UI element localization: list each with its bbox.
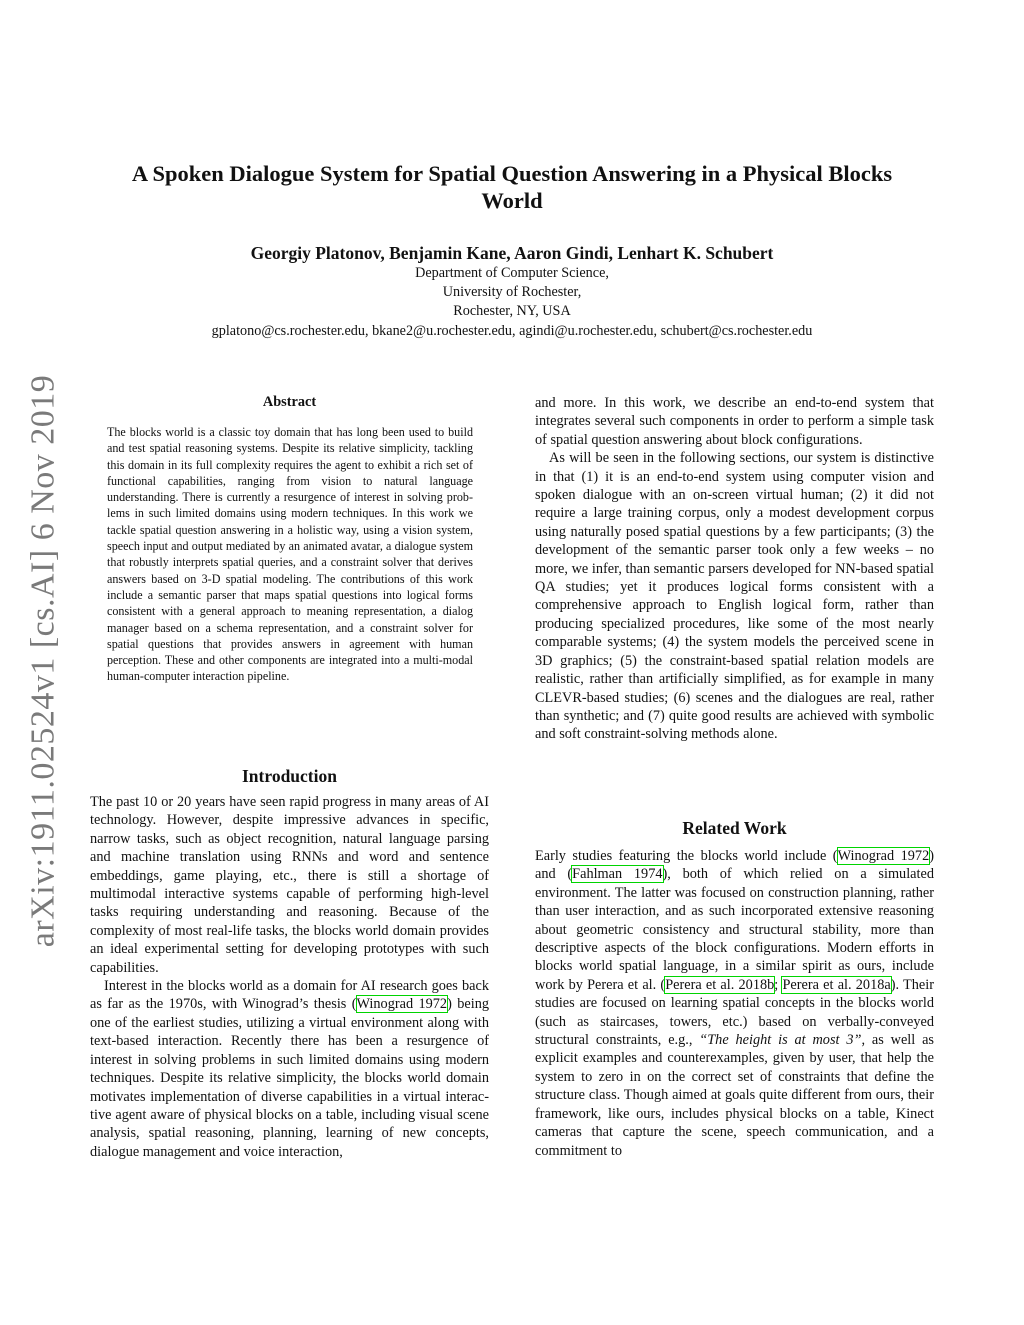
citation-link-fahlman-1974[interactable]: Fahlman 1974	[572, 866, 663, 883]
intro-continuation-paragraph: and more. In this work, we describe an end-to-end system that integrates several such components in order to perform a simple task of spatial question answering about block configurations.	[535, 395, 934, 448]
intro-paragraph-1: The past 10 or 20 years have seen rapid progress in many areas of AI technology. However, despite impressive advances in specific, narrow tasks, such as object recognition, natural language parsing and machine translation using RNNs and word and sentence embeddings, game playing, etc., there is still a shortage of multimodal interactive systems capable of performing high-level tasks requiring understanding and reasoning. Because of the complexity of most real-life tasks, the blocks world domain provides an ideal experimental setting for developing prototypes with such capabilities.	[90, 794, 489, 976]
citation-link-winograd-1972[interactable]: Winograd 1972	[356, 996, 448, 1013]
citation-link-winograd-1972-rw[interactable]: Winograd 1972	[837, 848, 930, 864]
citation-link-perera-2018b[interactable]: Perera et al. 2018b	[665, 976, 775, 993]
author-emails: gplatono@cs.rochester.edu, bkane2@u.rochester.edu, agindi@u.rochester.edu, schubert@cs.rochester.edu	[211, 322, 813, 339]
affiliation-city: Rochester, NY, USA	[453, 303, 571, 320]
affiliation-university: University of Rochester,	[442, 284, 582, 301]
abstract-heading: Abstract	[262, 394, 317, 410]
related-work-heading: Related Work	[682, 818, 787, 838]
intro-paragraph-2	[90, 977, 489, 1161]
introduction-heading: Introduction	[242, 766, 337, 786]
introduction-body	[90, 793, 489, 1161]
related-work-paragraph	[535, 847, 934, 1160]
title-line-1: A Spoken Dialogue System for Spatial Question Answering in a Physical Blocks	[131, 161, 893, 186]
right-column-body	[535, 394, 934, 744]
citation-link-perera-2018a[interactable]: Perera et al. 2018a	[782, 976, 891, 993]
author-list: Georgiy Platonov, Benjamin Kane, Aaron Gindi, Lenhart K. Schubert	[250, 243, 774, 263]
related-work-body	[535, 847, 934, 1160]
arxiv-identifier-stamp	[19, 362, 67, 960]
arxiv-identifier-text: arXiv:1911.02524v1 [cs.AI] 6 Nov 2019	[24, 374, 61, 948]
rw-text-3: ), both of which relied on a simulated environment. The latter was focused on construction planning, rather than user interaction, and as such incorporated extensive reasoning about geometric consistency and structural stability, more than descriptive aspects of the block configurations. Modern efforts in blocks world spatial language, in a similar spirit as ours, include work by Perera et al. (	[535, 866, 934, 993]
rw-text-5: ). Their studies are focused on learning spatial concepts in the blocks world (such as staircases, towers, etc.) based on verbally-conveyed structural constraints, e.g.,	[535, 976, 934, 1049]
intro-contributions-paragraph: As will be seen in the following sections, our system is distinctive in that (1) it is an end-to-end system using computer vision and spoken dialogue with an on-screen virtual human; (2) it did not require a large training corpus, only a modest development corpus using naturally posed spatial questions by a few participants; (3) the development of the semantic parser took only a few weeks – no more, we infer, than semantic parsers developed for NN-based spatial QA studies; yet it produces logical forms consistent with a comprehensive approach to English logical form, rather than producing specialized procedures, like some of the most nearly comparable systems; (4) the system models the perceived scene in 3D graphics; (5) the constraint-based spatial relation models are realistic, rather than artificially simplified, as for example in many CLEVR-based studies; (6) scenes and the dialogues are real, rather than synthetic; and (7) quite good results are achieved with symbolic and soft constraint-solving methods alone.	[535, 450, 934, 743]
rw-text-6: , as well as explicit examples and counterexamples, given by user, that help the system to zero in on the correct set of constraints that define the structure class. Though aimed at goals quite different from ours, their framework, like ours, includes physical blocks on a table, Kinect cameras that capture the scene, speech communication, and a commitment to	[535, 1032, 934, 1159]
rw-quote: “The height is at most 3”	[699, 1032, 862, 1049]
rw-text-2: ) and (	[535, 848, 934, 883]
affiliation-block	[90, 264, 934, 341]
intro-p2-text-b: ) being one of the earliest studies, utilizing a virtual environment along with text-based interaction. Recently there has been a resurgence of interest in solving problems in such limited domains using modern techniques. Despite its relative simplicity, the blocks world domain motivates implementation of diverse capabilities in a virtual interactive agent aware of physical blocks on a table, including visual scene analysis, spatial reasoning, planning, learning of new concepts, dialogue management and voice interaction,	[90, 996, 489, 1160]
title-line-2: World	[481, 188, 543, 213]
rw-text-1: Early studies featuring the blocks world include (	[535, 848, 838, 864]
paper-title	[90, 160, 934, 214]
abstract-text: The blocks world is a classic toy domain that has long been used to build and test spatial reasoning systems. Despite its relative simplicity, tackling this domain in its full complexity requires the agent to exhibit a rich set of functional capabilities, ranging from vision to natural language understanding. There is currently a resurgence of interest in solving problems in such limited domains using modern techniques. In this work we tackle spatial question answering in a holistic way, using a vision system, speech input and output mediated by an animated avatar, a dialogue system that robustly interprets spatial queries, and a constraint solver that derives answers based on 3-D spatial modeling. The contributions of this work include a semantic parser that maps spatial questions into logical forms consistent with a general approach to meaning representation, a dialog manager based on a schema representation, and a constraint solver for spatial questions that provides answers in agreement with human perception. These and other components are integrated into a multi-modal human-computer interaction pipeline.	[107, 425, 473, 684]
intro-p2-text-a: Interest in the blocks world as a domain for AI research goes back as far as the 1970s, with Winograd’s thesis (	[90, 978, 489, 1013]
rw-text-4: ;	[774, 976, 783, 993]
affiliation-department: Department of Computer Science,	[415, 265, 609, 281]
